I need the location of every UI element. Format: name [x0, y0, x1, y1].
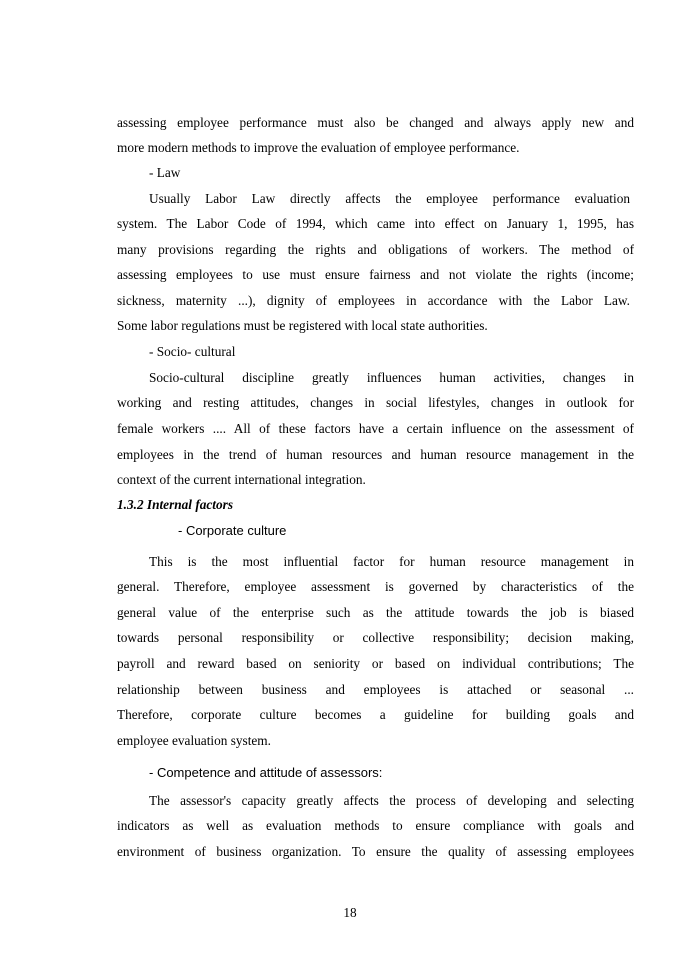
body-text-line: female workers .... All of these factors have a certain influence on the assessment of: [117, 421, 634, 436]
section-bullet-law: - Law: [149, 165, 181, 180]
body-text-line: This is the most influential factor for human resource management in: [149, 554, 634, 569]
body-text-line: working and resting attitudes, changes in social lifestyles, changes in outlook for: [117, 395, 634, 410]
body-text-line: Usually Labor Law directly affects the employee performance evaluation: [149, 191, 630, 206]
body-text-line: assessing employee performance must also be changed and always apply new and: [117, 115, 634, 130]
body-text-line: indicators as well as evaluation methods to ensure compliance with goals and: [117, 818, 634, 833]
body-text-line: The assessor's capacity greatly affects the process of developing and selecting: [149, 793, 634, 808]
body-text-line: employees in the trend of human resources and human resource management in the: [117, 447, 634, 462]
body-text-line: employee evaluation system.: [117, 733, 271, 748]
body-text-line: Socio-cultural discipline greatly influences human activities, changes in: [149, 370, 634, 385]
body-text-line: many provisions regarding the rights and obligations of workers. The method of: [117, 242, 634, 257]
body-text-line: Therefore, corporate culture becomes a guideline for building goals and: [117, 707, 634, 722]
section-bullet-socio-cultural: - Socio- cultural: [149, 344, 236, 359]
body-text-line: general value of the enterprise such as the attitude towards the job is biased: [117, 605, 634, 620]
section-bullet-corporate-culture: - Corporate culture: [178, 523, 287, 538]
body-text-line: towards personal responsibility or collective responsibility; decision making,: [117, 630, 634, 645]
section-heading-internal-factors: 1.3.2 Internal factors: [117, 497, 233, 512]
page-number: 18: [343, 905, 357, 920]
body-text-line: relationship between business and employees is attached or seasonal ...: [117, 682, 634, 697]
body-text-line: context of the current international integration.: [117, 472, 366, 487]
body-text-line: assessing employees to use must ensure fairness and not violate the rights (income;: [117, 267, 634, 282]
body-text-line: sickness, maternity ...), dignity of employees in accordance with the Labor Law.: [117, 293, 630, 308]
body-text-line: system. The Labor Code of 1994, which came into effect on January 1, 1995, has: [117, 216, 634, 231]
section-bullet-competence-attitude: - Competence and attitude of assessors:: [149, 765, 383, 780]
body-text-line: payroll and reward based on seniority or based on individual contributions; The: [117, 656, 634, 671]
body-text-line: Some labor regulations must be registered with local state authorities.: [117, 318, 488, 333]
body-text-line: environment of business organization. To ensure the quality of assessing employees: [117, 844, 634, 859]
body-text-line: general. Therefore, employee assessment is governed by characteristics of the: [117, 579, 634, 594]
body-text-line: more modern methods to improve the evaluation of employee performance.: [117, 140, 520, 155]
